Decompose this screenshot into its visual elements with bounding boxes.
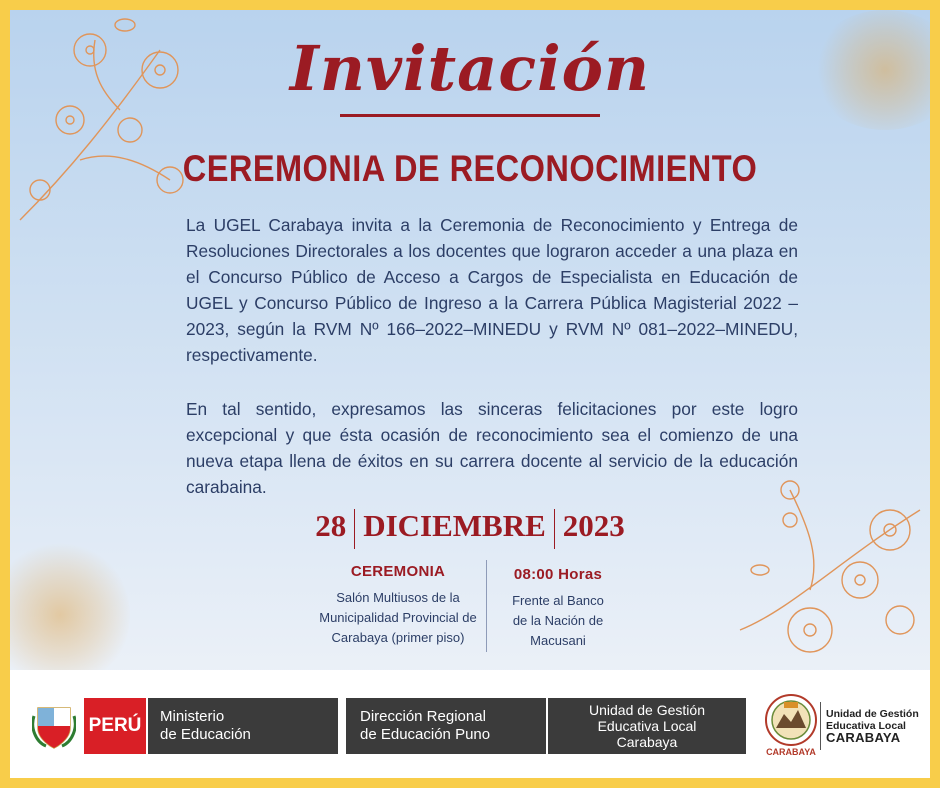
logo-text-line: Educativa Local — [826, 720, 906, 732]
ministry-line: Ministerio — [160, 708, 225, 725]
time-column — [498, 565, 618, 651]
ugel-logo-text — [826, 708, 926, 744]
ministry-line: de Educación — [160, 726, 251, 743]
invitation-paragraph-1: La UGEL Carabaya invita a la Ceremonia de Reconocimiento y Entrega de Resoluciones Directorales a los docentes que lograron acceder a una plaza en el Concurso Público de Acceso a Cargos de Especialista en Educación de UGEL y Concurso Público de Ingreso a la Carrera Pública Magisterial 2022 – 2023, según la RVM Nº 166–2022–MINEDU y RVM Nº 081–2022–MINEDU, respectivamente. — [186, 215, 798, 365]
invitation-paragraph-2: En tal sentido, expresamos las sinceras felicitaciones por este logro excepcional y que ésta ocasión de reconocimiento sea el comienzo de una nueva etapa llena de éxitos en su carrera docente al servicio de la educación carabaina. — [186, 399, 798, 497]
ministry-box — [148, 698, 338, 754]
location-line: Frente al Banco — [512, 593, 604, 608]
ceremony-label: CEREMONIA — [350, 563, 446, 580]
venue-line: Carabaya (primer piso) — [331, 630, 465, 645]
peru-coat-of-arms-icon — [32, 702, 76, 750]
logo-separator — [820, 702, 821, 750]
regional-line: Dirección Regional — [360, 708, 486, 725]
date-year: 2023 — [562, 508, 625, 543]
location-line: Macusani — [530, 633, 586, 648]
event-date — [10, 508, 930, 549]
logo-text-line: Unidad de Gestión — [826, 708, 919, 720]
floral-branch-bottom-right-icon — [730, 470, 930, 680]
invitation-card — [10, 10, 930, 778]
ugel-box — [548, 698, 746, 754]
ugel-line: Carabaya — [616, 734, 678, 750]
ugel-line: Unidad de Gestión — [589, 702, 705, 718]
logo-text-line: CARABAYA — [826, 730, 901, 745]
date-month: DICIEMBRE — [363, 508, 546, 543]
gold-sparkle-bottom-left — [10, 540, 130, 690]
ugel-line: Educativa Local — [597, 718, 697, 734]
title-underline — [340, 114, 600, 117]
venue-column — [306, 562, 490, 648]
ceremony-heading: CEREMONIA DE RECONOCIMIENTO — [182, 148, 758, 189]
venue-line: Salón Multiusos de la — [336, 590, 460, 605]
venue-line: Municipalidad Provincial de — [319, 610, 477, 625]
location-line: de la Nación de — [512, 613, 604, 628]
invitation-title: Invitación — [289, 32, 651, 105]
date-separator — [354, 509, 355, 549]
column-divider — [486, 560, 487, 652]
logo-caption: CARABAYA — [766, 747, 816, 757]
institution-footer — [10, 670, 930, 778]
date-separator — [554, 509, 555, 549]
peru-badge: PERÚ — [84, 698, 146, 754]
regional-line: de Educación Puno — [360, 726, 491, 743]
time-label: 08:00 Horas — [513, 566, 603, 583]
date-day: 28 — [315, 508, 347, 543]
ugel-carabaya-logo-icon — [762, 692, 820, 758]
regional-box — [346, 698, 546, 754]
